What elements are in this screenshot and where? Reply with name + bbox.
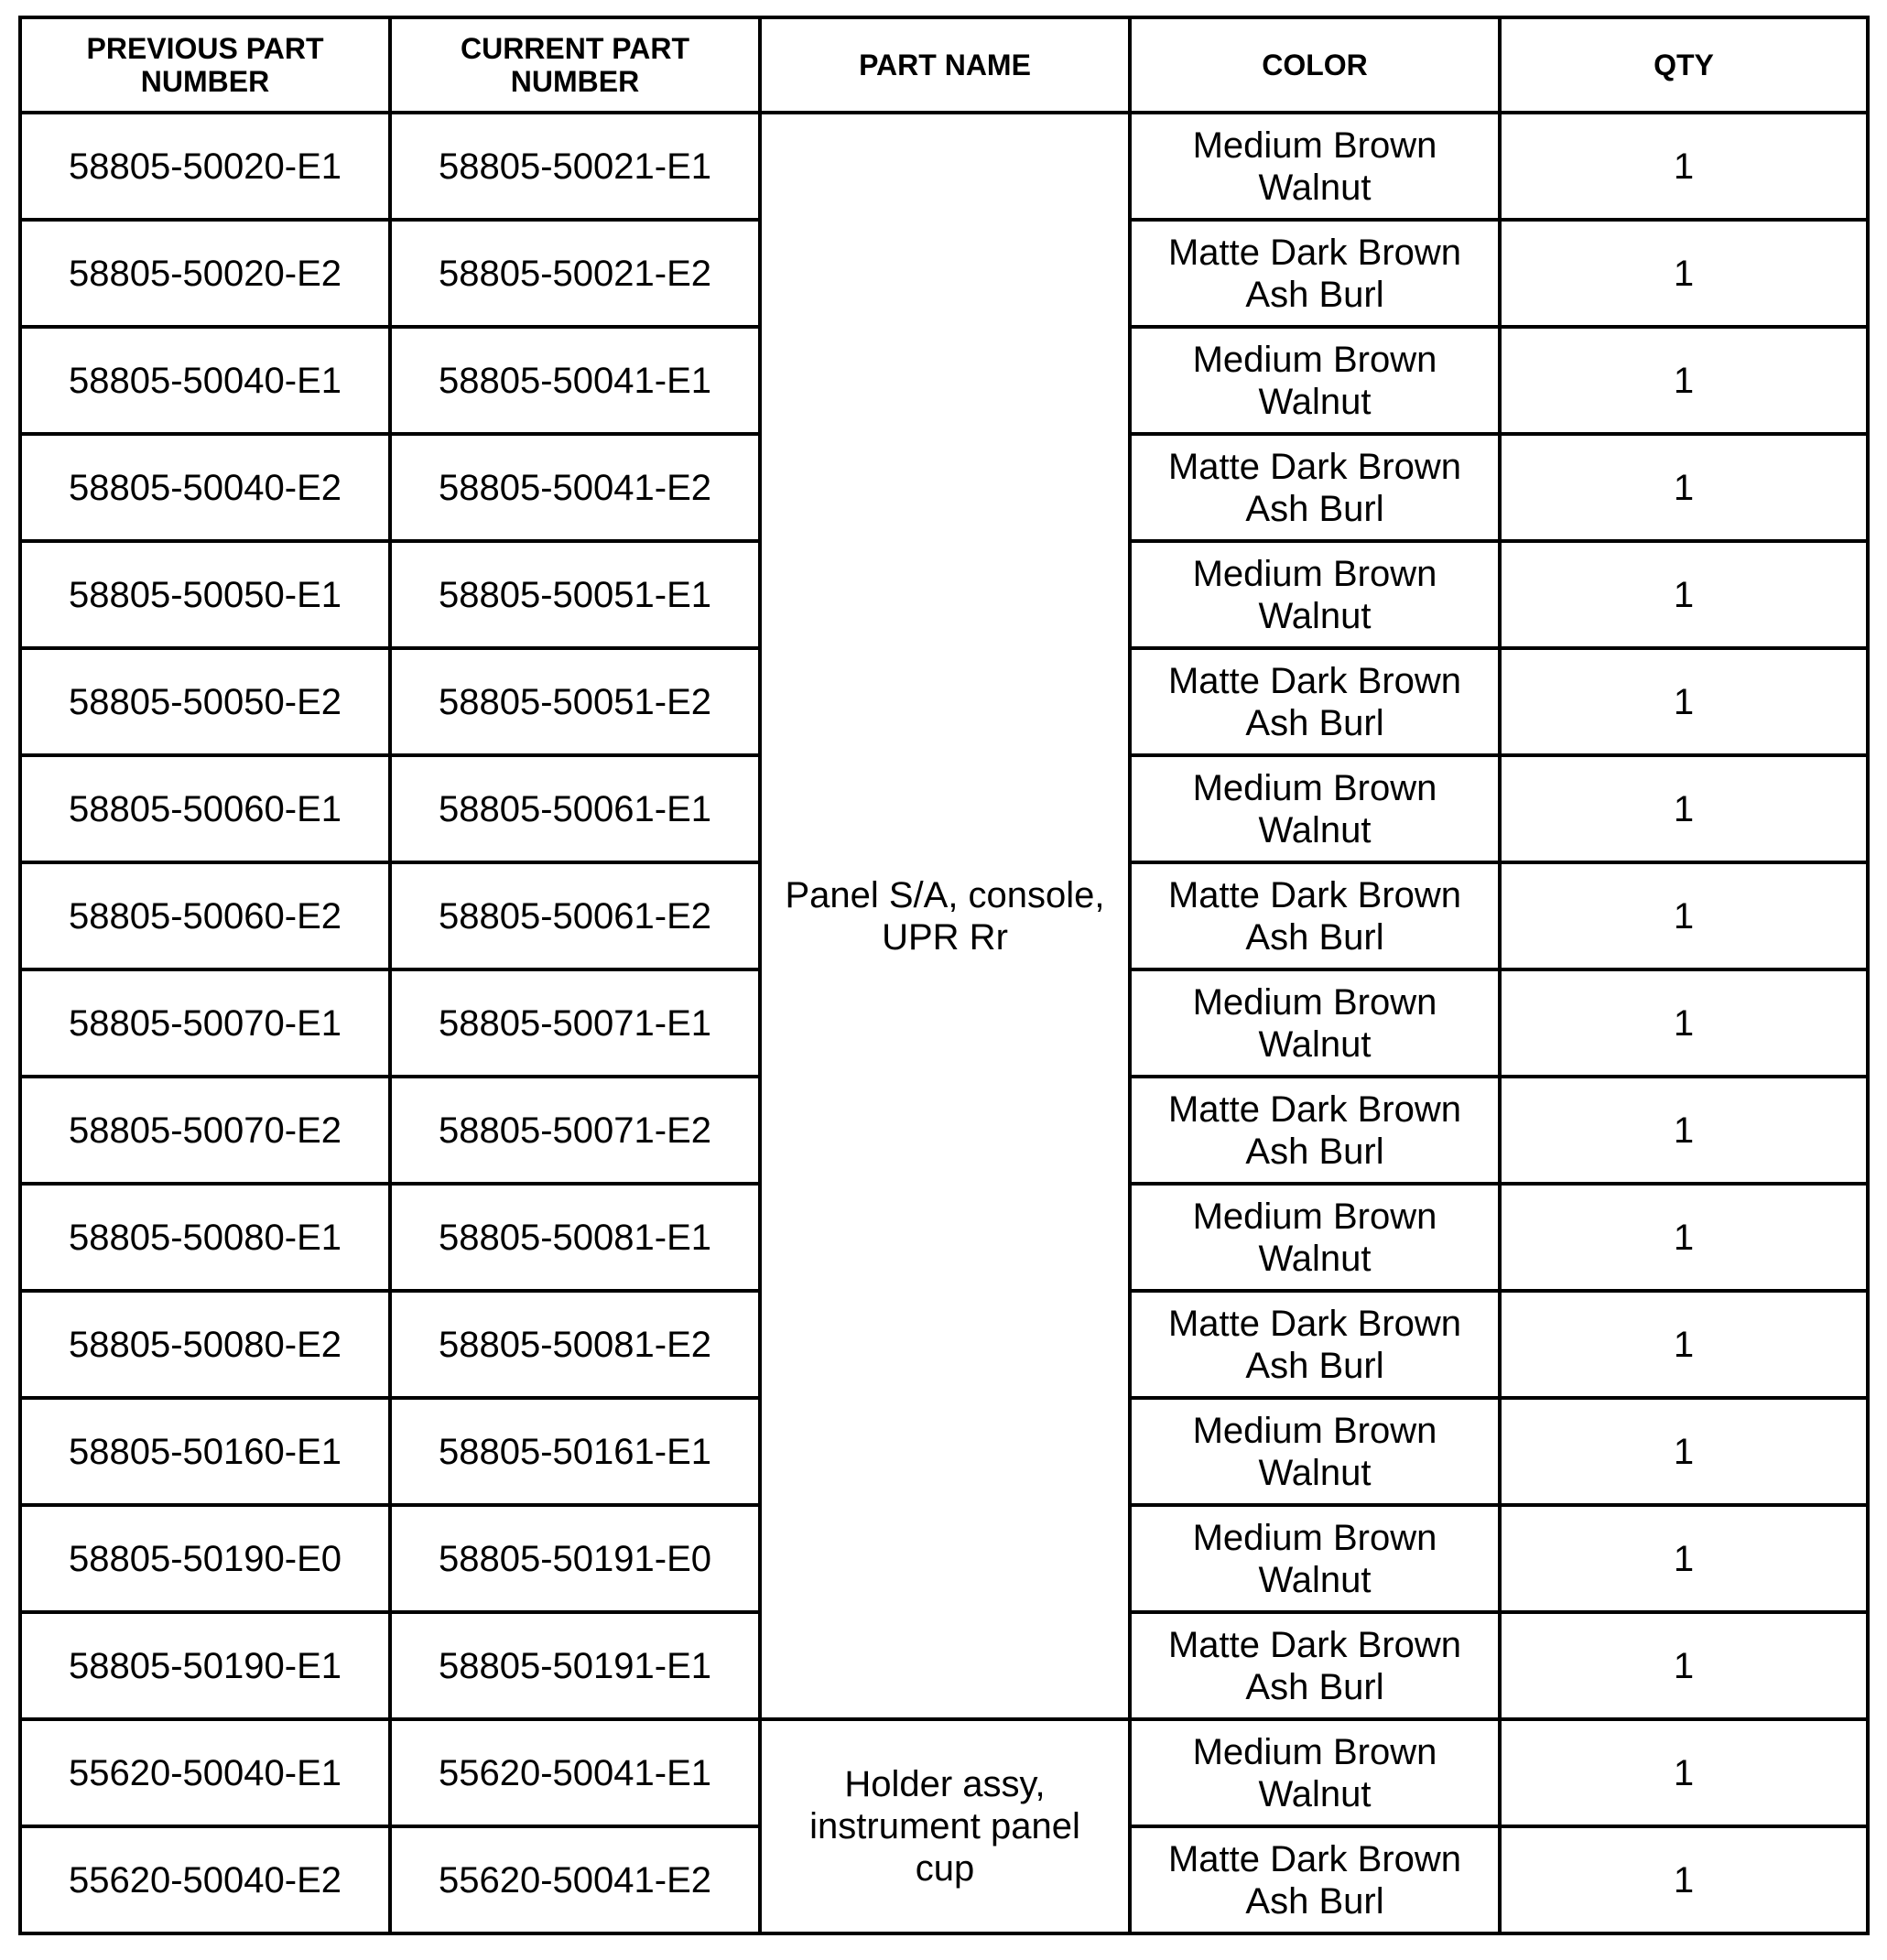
current-part-number-cell: 58805-50081-E2 bbox=[390, 1291, 760, 1398]
previous-part-number-cell: 58805-50020-E2 bbox=[20, 220, 390, 327]
color-text: Matte Dark Brown Ash Burl bbox=[1167, 1624, 1462, 1707]
color-cell bbox=[1130, 1184, 1500, 1291]
color-cell bbox=[1130, 1612, 1500, 1719]
previous-part-number-cell: 58805-50050-E1 bbox=[20, 541, 390, 648]
previous-part-number-cell: 58805-50070-E1 bbox=[20, 969, 390, 1077]
previous-part-number-cell: 58805-50080-E2 bbox=[20, 1291, 390, 1398]
color-text: Medium Brown Walnut bbox=[1192, 553, 1437, 636]
color-text: Matte Dark Brown Ash Burl bbox=[1167, 874, 1462, 958]
previous-part-number-cell: 55620-50040-E1 bbox=[20, 1719, 390, 1826]
color-text: Matte Dark Brown Ash Burl bbox=[1167, 1838, 1462, 1922]
color-cell bbox=[1130, 113, 1500, 220]
color-text: Medium Brown Walnut bbox=[1192, 339, 1437, 422]
previous-part-number-cell: 58805-50050-E2 bbox=[20, 648, 390, 755]
qty-cell: 1 bbox=[1500, 434, 1868, 541]
current-part-number-cell: 58805-50191-E1 bbox=[390, 1612, 760, 1719]
color-cell bbox=[1130, 1505, 1500, 1612]
current-part-number-cell: 58805-50161-E1 bbox=[390, 1398, 760, 1505]
current-part-number-cell: 58805-50061-E2 bbox=[390, 862, 760, 969]
color-cell bbox=[1130, 1077, 1500, 1184]
color-cell bbox=[1130, 220, 1500, 327]
color-text: Medium Brown Walnut bbox=[1192, 125, 1437, 208]
part-name-cell bbox=[760, 113, 1130, 1719]
current-part-number-cell: 58805-50051-E2 bbox=[390, 648, 760, 755]
qty-cell: 1 bbox=[1500, 1077, 1868, 1184]
part-name-text: Holder assy, instrument panel cup bbox=[809, 1764, 1080, 1889]
header-current-part-number bbox=[390, 17, 760, 113]
previous-part-number-cell: 58805-50060-E2 bbox=[20, 862, 390, 969]
current-part-number-cell: 58805-50081-E1 bbox=[390, 1184, 760, 1291]
color-text: Medium Brown Walnut bbox=[1192, 767, 1437, 850]
qty-cell: 1 bbox=[1500, 1505, 1868, 1612]
header-qty-label: QTY bbox=[1654, 49, 1714, 81]
color-cell bbox=[1130, 1826, 1500, 1933]
header-part-name bbox=[760, 17, 1130, 113]
color-cell bbox=[1130, 1291, 1500, 1398]
current-part-number-cell: 58805-50021-E2 bbox=[390, 220, 760, 327]
previous-part-number-cell: 58805-50040-E1 bbox=[20, 327, 390, 434]
color-text: Medium Brown Walnut bbox=[1192, 1731, 1437, 1814]
color-text: Medium Brown Walnut bbox=[1192, 1517, 1437, 1600]
part-name-cell bbox=[760, 1719, 1130, 1933]
header-row bbox=[20, 17, 1868, 113]
color-text: Matte Dark Brown Ash Burl bbox=[1167, 1303, 1462, 1386]
previous-part-number-cell: 58805-50160-E1 bbox=[20, 1398, 390, 1505]
color-text: Matte Dark Brown Ash Burl bbox=[1167, 660, 1462, 743]
current-part-number-cell: 58805-50191-E0 bbox=[390, 1505, 760, 1612]
current-part-number-cell: 58805-50041-E1 bbox=[390, 327, 760, 434]
header-previous-part-number bbox=[20, 17, 390, 113]
header-color-label: COLOR bbox=[1262, 49, 1368, 81]
header-qty bbox=[1500, 17, 1868, 113]
color-cell bbox=[1130, 1398, 1500, 1505]
color-cell bbox=[1130, 327, 1500, 434]
parts-table bbox=[18, 16, 1870, 1935]
header-current-part-number-label: CURRENT PART NUMBER bbox=[460, 32, 690, 98]
qty-cell: 1 bbox=[1500, 113, 1868, 220]
qty-cell: 1 bbox=[1500, 969, 1868, 1077]
current-part-number-cell: 58805-50051-E1 bbox=[390, 541, 760, 648]
qty-cell: 1 bbox=[1500, 1612, 1868, 1719]
qty-cell: 1 bbox=[1500, 1398, 1868, 1505]
qty-cell: 1 bbox=[1500, 862, 1868, 969]
previous-part-number-cell: 58805-50040-E2 bbox=[20, 434, 390, 541]
previous-part-number-cell: 58805-50080-E1 bbox=[20, 1184, 390, 1291]
table-row bbox=[20, 113, 1868, 220]
color-text: Medium Brown Walnut bbox=[1192, 981, 1437, 1065]
current-part-number-cell: 58805-50041-E2 bbox=[390, 434, 760, 541]
previous-part-number-cell: 58805-50020-E1 bbox=[20, 113, 390, 220]
current-part-number-cell: 55620-50041-E1 bbox=[390, 1719, 760, 1826]
qty-cell: 1 bbox=[1500, 541, 1868, 648]
table-header bbox=[20, 17, 1868, 113]
header-part-name-label: PART NAME bbox=[859, 49, 1031, 81]
qty-cell: 1 bbox=[1500, 1826, 1868, 1933]
color-text: Matte Dark Brown Ash Burl bbox=[1167, 232, 1462, 315]
color-text: Matte Dark Brown Ash Burl bbox=[1167, 1088, 1462, 1172]
color-cell bbox=[1130, 755, 1500, 862]
table-body bbox=[20, 113, 1868, 1933]
previous-part-number-cell: 58805-50190-E1 bbox=[20, 1612, 390, 1719]
current-part-number-cell: 55620-50041-E2 bbox=[390, 1826, 760, 1933]
qty-cell: 1 bbox=[1500, 648, 1868, 755]
color-cell bbox=[1130, 862, 1500, 969]
previous-part-number-cell: 58805-50190-E0 bbox=[20, 1505, 390, 1612]
qty-cell: 1 bbox=[1500, 1291, 1868, 1398]
color-text: Matte Dark Brown Ash Burl bbox=[1167, 446, 1462, 529]
current-part-number-cell: 58805-50071-E1 bbox=[390, 969, 760, 1077]
qty-cell: 1 bbox=[1500, 220, 1868, 327]
color-text: Medium Brown Walnut bbox=[1192, 1196, 1437, 1279]
part-name-text: Panel S/A, console, UPR Rr bbox=[785, 874, 1105, 958]
current-part-number-cell: 58805-50021-E1 bbox=[390, 113, 760, 220]
qty-cell: 1 bbox=[1500, 327, 1868, 434]
color-cell bbox=[1130, 541, 1500, 648]
color-cell bbox=[1130, 1719, 1500, 1826]
current-part-number-cell: 58805-50071-E2 bbox=[390, 1077, 760, 1184]
previous-part-number-cell: 55620-50040-E2 bbox=[20, 1826, 390, 1933]
color-cell bbox=[1130, 434, 1500, 541]
color-cell bbox=[1130, 648, 1500, 755]
header-color bbox=[1130, 17, 1500, 113]
current-part-number-cell: 58805-50061-E1 bbox=[390, 755, 760, 862]
header-previous-part-number-label: PREVIOUS PART NUMBER bbox=[86, 32, 324, 98]
color-text: Medium Brown Walnut bbox=[1192, 1410, 1437, 1493]
qty-cell: 1 bbox=[1500, 1719, 1868, 1826]
previous-part-number-cell: 58805-50070-E2 bbox=[20, 1077, 390, 1184]
qty-cell: 1 bbox=[1500, 1184, 1868, 1291]
color-cell bbox=[1130, 969, 1500, 1077]
table-row bbox=[20, 1719, 1868, 1826]
qty-cell: 1 bbox=[1500, 755, 1868, 862]
previous-part-number-cell: 58805-50060-E1 bbox=[20, 755, 390, 862]
